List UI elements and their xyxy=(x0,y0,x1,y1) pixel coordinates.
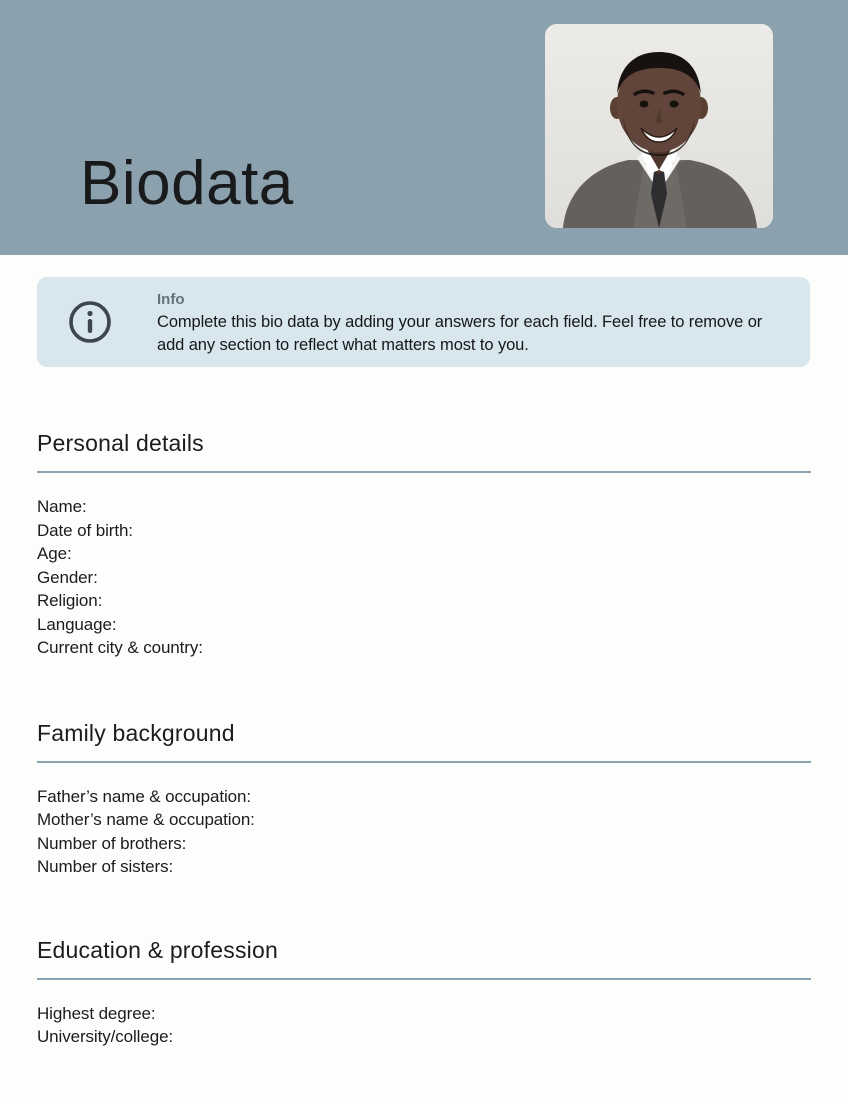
section-title: Personal details xyxy=(37,430,204,456)
section-divider xyxy=(37,978,811,980)
field-name: Name: xyxy=(37,497,87,516)
section-title: Family background xyxy=(37,719,235,746)
field-highest-degree: Highest degree: xyxy=(37,1003,156,1023)
field-list xyxy=(37,495,811,660)
field-gender: Gender: xyxy=(37,567,98,587)
field-language: Language: xyxy=(37,614,117,634)
field-father-name-occupation: Father’s name & occupation: xyxy=(37,786,252,806)
section-personal-details xyxy=(37,428,811,660)
field-mother-name-occupation: Mother’s name & occupation: xyxy=(37,810,255,829)
field-list xyxy=(37,785,811,879)
section-education-profession xyxy=(37,935,811,1049)
field-date-of-birth: Date of birth: xyxy=(37,520,133,540)
field-university-college: University/college: xyxy=(37,1027,174,1046)
document-body xyxy=(0,428,848,1049)
field-list xyxy=(37,1002,811,1049)
info-icon xyxy=(68,300,112,344)
section-divider xyxy=(37,471,811,473)
section-family-background xyxy=(37,718,811,879)
field-number-of-brothers: Number of brothers: xyxy=(37,833,187,853)
info-text-block xyxy=(157,288,780,356)
profile-photo xyxy=(545,24,773,228)
page-title: Biodata xyxy=(80,149,294,218)
field-age: Age: xyxy=(37,544,72,563)
info-callout xyxy=(37,277,810,367)
field-current-city-country: Current city & country: xyxy=(37,638,203,657)
profile-photo-illustration xyxy=(545,24,773,228)
section-divider xyxy=(37,761,811,763)
section-title: Education & profession xyxy=(37,936,278,963)
info-body: Complete this bio data by adding your answers for each field. Feel free to remove or add any section to reflect what matters most to you. xyxy=(157,313,763,354)
header-band xyxy=(0,0,848,255)
field-number-of-sisters: Number of sisters: xyxy=(37,857,174,876)
info-title: Info xyxy=(157,291,185,308)
field-religion: Religion: xyxy=(37,591,103,610)
